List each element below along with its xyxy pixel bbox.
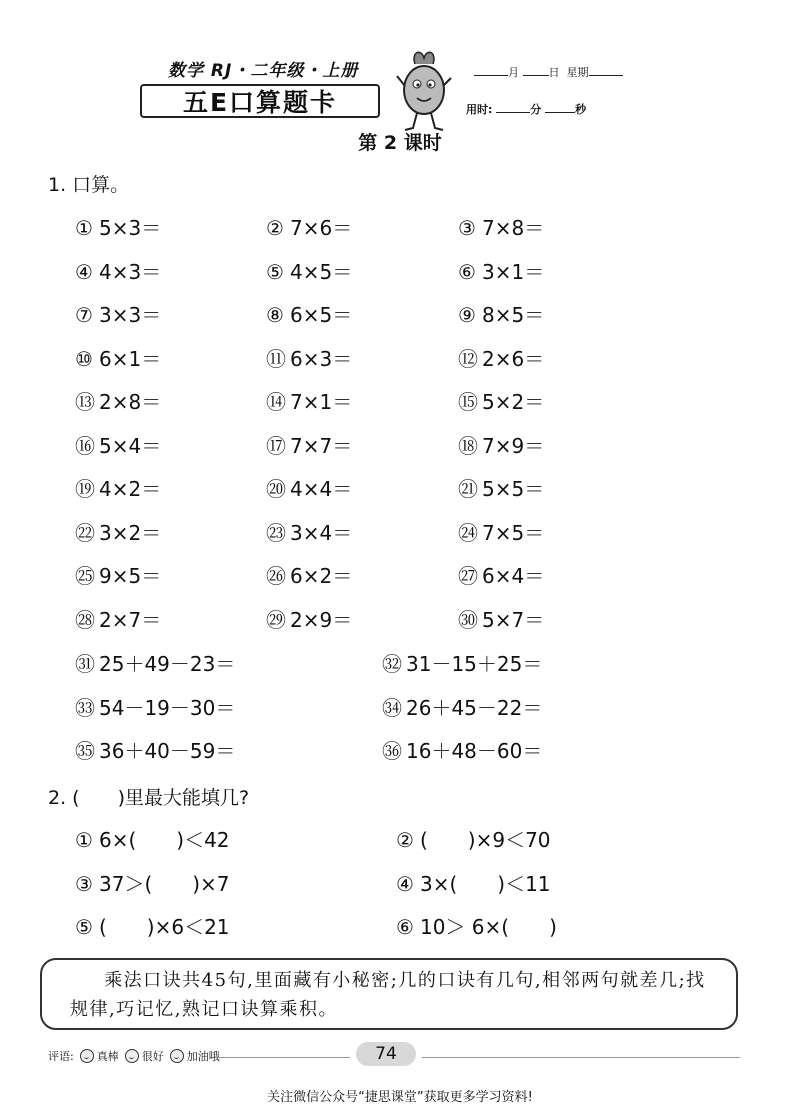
day-label: 日 [548, 66, 560, 79]
question-item [75, 735, 235, 764]
minutes-blank[interactable] [496, 102, 530, 113]
question-item [266, 386, 352, 415]
question-item [75, 386, 161, 415]
question-number: ㉒ [75, 520, 95, 545]
question-item [75, 517, 161, 546]
question-expression: 4×4＝ [290, 477, 353, 501]
question-expression: 7×9＝ [482, 433, 545, 458]
question-item [458, 430, 544, 459]
question-item [75, 868, 230, 897]
question-expression: 6×4＝ [482, 564, 545, 588]
question-expression: 4×5＝ [290, 259, 353, 284]
weekday-label: 星期 [566, 66, 589, 79]
smile-face-icon [125, 1049, 139, 1063]
question-expression: 6×1＝ [99, 346, 162, 371]
smile-face-icon [170, 1049, 184, 1063]
question-item [458, 212, 544, 241]
question-item [75, 473, 161, 502]
question-item [458, 517, 544, 546]
question-number: ③ [458, 216, 476, 240]
question-item [75, 256, 161, 285]
question-item [266, 343, 352, 372]
question-number: ⑳ [266, 477, 286, 501]
question-item [458, 604, 544, 633]
question-number: ⑫ [458, 346, 478, 371]
question-number: ⑯ [75, 433, 95, 458]
question-expression: 7×6＝ [290, 216, 353, 240]
rating-keep-going[interactable]: 加油哦 [186, 1050, 220, 1063]
question-expression: 31－15＋25＝ [406, 652, 543, 676]
question-number: ⑥ [458, 259, 476, 284]
question-expression: 7×1＝ [290, 390, 353, 414]
card-title: 五E口算题卡 [182, 88, 338, 117]
question-expression: 7×7＝ [290, 433, 353, 458]
question-expression: 3×3＝ [99, 303, 162, 327]
month-label: 月 [508, 66, 519, 79]
question-number: ⑮ [458, 390, 478, 414]
question-number: ⑨ [458, 303, 476, 327]
question-item [382, 735, 542, 764]
question-number: ㉝ [75, 695, 95, 720]
question-number: ㉔ [458, 520, 478, 545]
question-expression: 6×3＝ [290, 346, 353, 371]
question-expression: ( )×6＜21 [99, 915, 230, 939]
question-item [458, 473, 544, 502]
question-number: ㉓ [266, 520, 286, 545]
question-number: ⑤ [75, 915, 93, 939]
question-item [75, 604, 161, 633]
question-number: ㉗ [458, 564, 478, 588]
question-expression: 5×3＝ [99, 216, 162, 240]
question-expression: 6×2＝ [290, 564, 353, 588]
question-expression: 3×2＝ [99, 520, 162, 545]
question-item [75, 692, 235, 721]
question-expression: 3×( )＜11 [420, 871, 551, 896]
question-number: ⑪ [266, 346, 286, 371]
time-label: 用时: [466, 103, 493, 116]
question-expression: 10＞ 6×( ) [420, 915, 557, 939]
time-line [466, 101, 586, 117]
question-expression: 9×5＝ [99, 564, 162, 588]
question-number: ① [75, 216, 93, 240]
question-number: ㉘ [75, 607, 95, 632]
question-number: ㉞ [382, 695, 402, 720]
question-number: ㉕ [75, 564, 95, 588]
section1-title: 1. 口算。 [48, 174, 130, 196]
question-item [75, 911, 230, 940]
question-expression: 5×4＝ [99, 433, 162, 458]
question-expression: 2×9＝ [290, 607, 353, 632]
question-expression: 3×1＝ [482, 259, 545, 284]
day-blank[interactable] [523, 65, 549, 76]
question-item [266, 212, 352, 241]
question-expression: 2×8＝ [99, 390, 162, 414]
question-item [266, 430, 352, 459]
question-number: ⑤ [266, 259, 284, 284]
footer-rule-right [422, 1057, 740, 1058]
question-expression: 54－19－30＝ [99, 695, 236, 720]
question-item [266, 604, 352, 633]
footer-notice: 关注微信公众号“捷思课堂”获取更多学习资料! [267, 1090, 533, 1105]
mascot-illustration [393, 46, 455, 136]
question-number: ㉙ [266, 607, 286, 632]
question-item [266, 517, 352, 546]
question-item [266, 256, 352, 285]
question-item [382, 692, 542, 721]
question-expression: 4×3＝ [99, 259, 162, 284]
rating-good[interactable]: 很好 [141, 1050, 164, 1063]
question-expression: 8×5＝ [482, 303, 545, 327]
question-number: ⑭ [266, 390, 286, 414]
question-item [75, 430, 161, 459]
evaluation [48, 1048, 220, 1064]
question-item [75, 824, 230, 853]
weekday-blank[interactable] [589, 65, 623, 76]
question-number: ⑱ [458, 433, 478, 458]
question-expression: 3×4＝ [290, 520, 353, 545]
section2-title: 2. ( )里最大能填几? [48, 787, 250, 809]
question-expression: 7×5＝ [482, 520, 545, 545]
question-expression: 5×2＝ [482, 390, 545, 414]
question-expression: 7×8＝ [482, 216, 545, 240]
question-item [382, 648, 542, 677]
question-item [396, 868, 551, 897]
question-number: ⑧ [266, 303, 284, 327]
question-number: ㊱ [382, 739, 402, 763]
question-number: ② [396, 828, 414, 852]
question-expression: 6×5＝ [290, 303, 353, 327]
question-number: ⑦ [75, 303, 93, 327]
question-item [458, 256, 544, 285]
seconds-label: 秒 [575, 103, 587, 116]
question-expression: 2×7＝ [99, 607, 162, 632]
question-expression: 5×5＝ [482, 477, 545, 501]
rating-great[interactable]: 真棒 [96, 1050, 119, 1063]
question-expression: 5×7＝ [482, 607, 545, 632]
question-expression: ( )×9＜70 [420, 828, 551, 852]
question-item [75, 648, 235, 677]
subject-line: 数学 RJ・二年级・上册 [168, 61, 359, 81]
question-item [75, 212, 161, 241]
question-item [458, 560, 544, 589]
question-number: ④ [396, 871, 414, 896]
question-number: ⑰ [266, 433, 286, 458]
question-number: ㉜ [382, 652, 402, 676]
question-expression: 16＋48－60＝ [406, 739, 543, 763]
question-item [396, 824, 551, 853]
tip-text: 乘法口诀共45句,里面藏有小秘密;几的口诀有几句,相邻两句就差几;找规律,巧记忆,熟记口诀算乘积。 [70, 970, 706, 1020]
question-number: ㉟ [75, 739, 95, 763]
minutes-label: 分 [530, 103, 542, 116]
seconds-blank[interactable] [545, 102, 575, 113]
question-item [458, 386, 544, 415]
question-number: ④ [75, 259, 93, 284]
question-number: ⑥ [396, 915, 414, 939]
question-item [75, 560, 161, 589]
question-number: ⑩ [75, 346, 93, 371]
question-number: ㉚ [458, 607, 478, 632]
question-expression: 36＋40－59＝ [99, 739, 236, 763]
month-blank[interactable] [474, 65, 508, 76]
lesson-title: 第 2 课时 [358, 132, 442, 154]
eval-label: 评语: [48, 1050, 74, 1063]
question-item [266, 473, 352, 502]
question-item [75, 299, 161, 328]
question-expression: 2×6＝ [482, 346, 545, 371]
question-expression: 4×2＝ [99, 477, 162, 501]
mascot-icon [393, 46, 455, 136]
question-number: ⑲ [75, 477, 95, 501]
question-expression: 25＋49－23＝ [99, 652, 236, 676]
question-number: ① [75, 828, 93, 852]
question-number: ⑬ [75, 390, 95, 414]
question-expression: 6×( )＜42 [99, 828, 230, 852]
question-number: ② [266, 216, 284, 240]
date-line [474, 64, 623, 80]
question-item [396, 911, 557, 940]
question-item [266, 299, 352, 328]
footer-rule-left [215, 1057, 350, 1058]
question-item [458, 343, 544, 372]
question-number: ③ [75, 871, 93, 896]
question-number: ㉑ [458, 477, 478, 501]
smile-face-icon [80, 1049, 94, 1063]
question-item [458, 299, 544, 328]
question-number: ㉛ [75, 652, 95, 676]
question-expression: 26＋45－22＝ [406, 695, 543, 720]
page-number: 74 [356, 1042, 416, 1066]
question-item [75, 343, 161, 372]
title-box [140, 84, 380, 118]
question-expression: 37＞( )×7 [99, 871, 230, 896]
question-item [266, 560, 352, 589]
question-number: ㉖ [266, 564, 286, 588]
